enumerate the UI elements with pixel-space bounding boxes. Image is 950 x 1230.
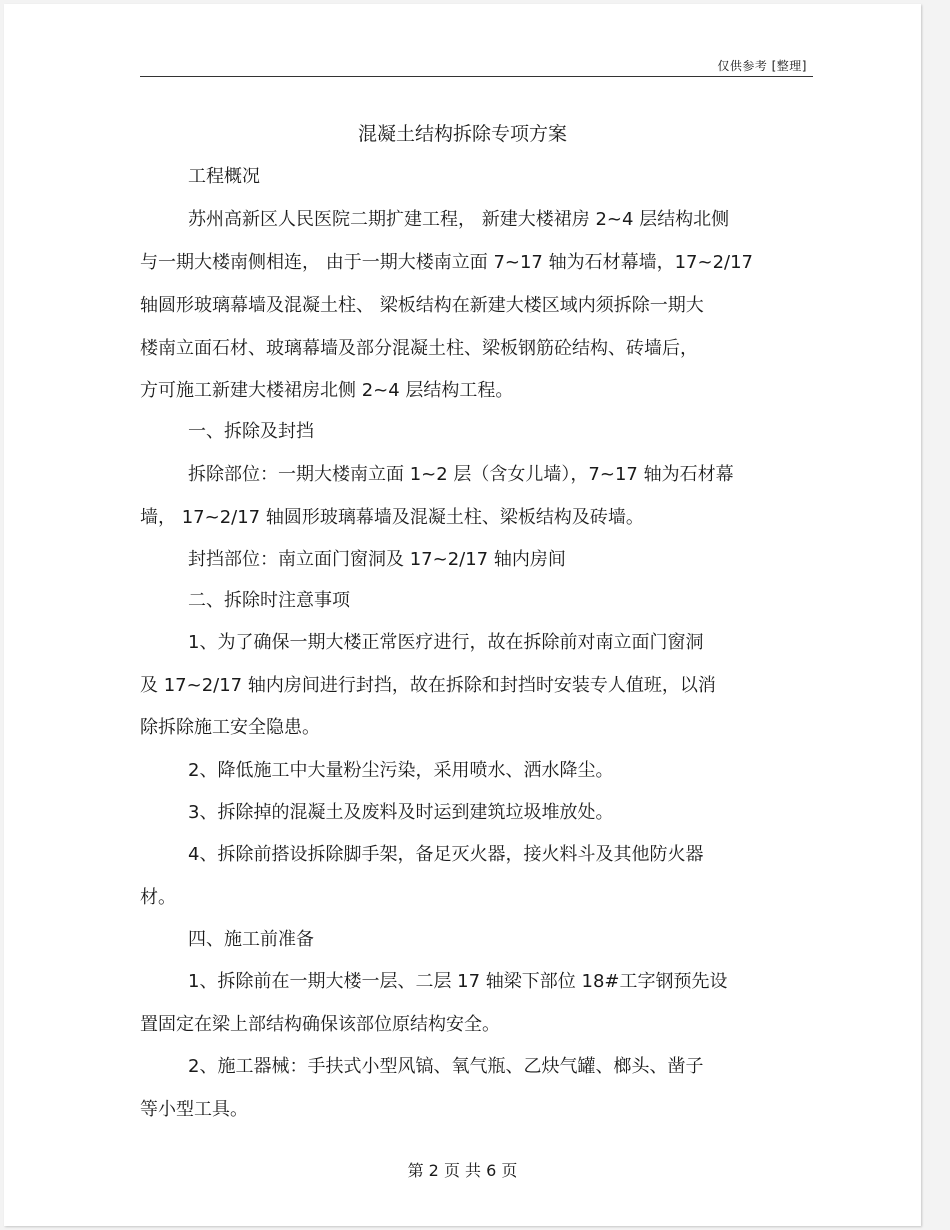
body-line: 与一期大楼南侧相连， 由于一期大楼南立面 7~17 轴为石材幕墙，17~2/17 xyxy=(140,252,754,273)
section-heading: 二、拆除时注意事项 xyxy=(188,590,350,611)
body-line: 除拆除施工安全隐患。 xyxy=(140,717,320,738)
header-note: 仅供参考 [整理] xyxy=(717,59,807,73)
section-heading: 四、施工前准备 xyxy=(188,929,314,950)
body-line: 拆除部位：一期大楼南立面 1~2 层（含女儿墙），7~17 轴为石材幕 xyxy=(188,464,734,485)
header-divider xyxy=(140,76,813,77)
body-line: 方可施工新建大楼裙房北侧 2~4 层结构工程。 xyxy=(140,380,514,401)
body-line: 楼南立面石材、玻璃幕墙及部分混凝土柱、梁板钢筋砼结构、砖墙后， xyxy=(140,338,698,359)
body-line: 轴圆形玻璃幕墙及混凝土柱、 梁板结构在新建大楼区域内须拆除一期大 xyxy=(140,295,704,316)
document-page xyxy=(4,4,921,1226)
body-line: 及 17~2/17 轴内房间进行封挡，故在拆除和封挡时安装专人值班，以消 xyxy=(140,675,716,696)
body-line: 置固定在梁上部结构确保该部位原结构安全。 xyxy=(140,1014,500,1035)
document-title: 混凝土结构拆除专项方案 xyxy=(357,123,567,145)
body-line: 材。 xyxy=(140,887,176,908)
section-heading: 一、拆除及封挡 xyxy=(188,421,314,442)
section-heading: 工程概况 xyxy=(188,166,260,187)
body-line: 苏州高新区人民医院二期扩建工程， 新建大楼裙房 2~4 层结构北侧 xyxy=(188,209,730,230)
body-line: 2、施工器械：手扶式小型风镐、氧气瓶、乙炔气罐、榔头、凿子 xyxy=(188,1056,704,1077)
body-line: 等小型工具。 xyxy=(140,1099,248,1120)
body-line: 1、拆除前在一期大楼一层、二层 17 轴梁下部位 18#工字钢预先设 xyxy=(188,971,728,992)
body-line: 墙， 17~2/17 轴圆形玻璃幕墙及混凝土柱、梁板结构及砖墙。 xyxy=(140,507,644,528)
page-footer: 第 2 页 共 6 页 xyxy=(407,1161,518,1180)
body-line: 1、为了确保一期大楼正常医疗进行，故在拆除前对南立面门窗洞 xyxy=(188,632,704,653)
body-line: 4、拆除前搭设拆除脚手架，备足灭火器，接火料斗及其他防火器 xyxy=(188,844,704,865)
body-line: 3、拆除掉的混凝土及废料及时运到建筑垃圾堆放处。 xyxy=(188,802,614,823)
body-line: 封挡部位：南立面门窗洞及 17~2/17 轴内房间 xyxy=(188,549,566,570)
body-line: 2、降低施工中大量粉尘污染，采用喷水、洒水降尘。 xyxy=(188,760,614,781)
